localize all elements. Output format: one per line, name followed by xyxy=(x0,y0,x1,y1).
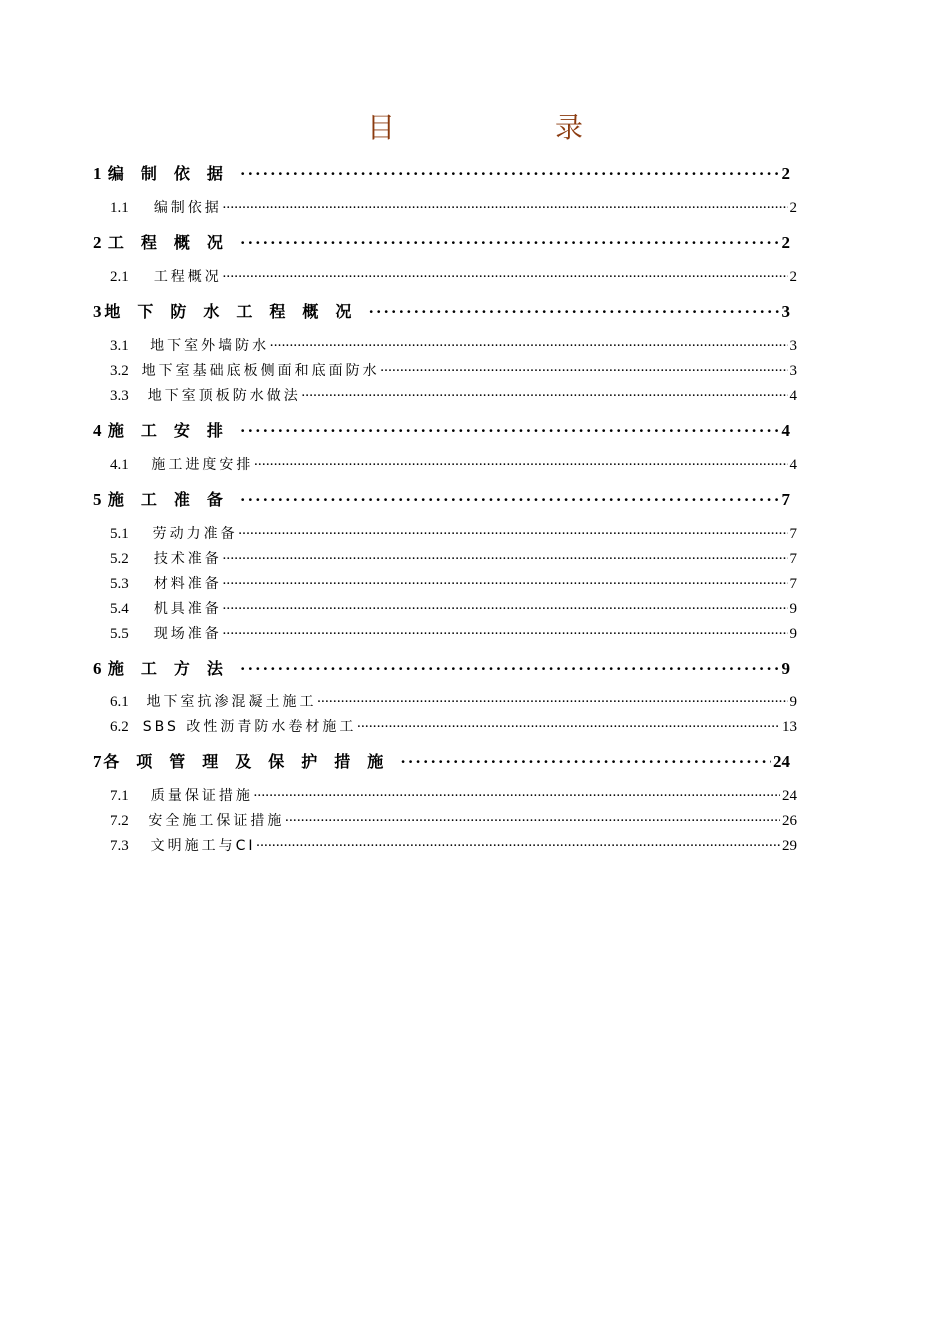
toc-section-entry[interactable] xyxy=(110,360,797,380)
toc-dot-leader xyxy=(256,838,780,855)
toc-section-entry[interactable] xyxy=(110,454,797,474)
toc-dot-leader xyxy=(316,694,787,711)
toc-section-entry[interactable] xyxy=(110,785,797,805)
toc-entry-page: 2 xyxy=(781,164,790,183)
toc-dot-leader xyxy=(240,164,780,184)
toc-dot-leader xyxy=(240,233,780,253)
toc-dot-leader xyxy=(400,752,771,772)
toc-entry-page: 3 xyxy=(789,363,797,379)
toc-entry-page: 9 xyxy=(789,601,797,617)
toc-entry-number: 2.1 xyxy=(110,269,129,285)
toc-chapter-entry[interactable] xyxy=(93,299,790,322)
toc-dot-leader xyxy=(222,601,788,618)
toc-dot-leader xyxy=(356,719,780,736)
toc-section-entry[interactable] xyxy=(110,716,797,736)
toc-dot-leader xyxy=(240,490,780,510)
toc-entry-label: 地下室外墙防水 xyxy=(150,338,270,354)
toc-section-entry[interactable] xyxy=(110,385,797,405)
toc-dot-leader xyxy=(222,551,788,568)
toc-entry-number: 6.2 xyxy=(110,719,129,735)
toc-entry-page: 9 xyxy=(789,694,797,710)
toc-entry-page: 4 xyxy=(789,457,797,473)
toc-chapter-entry[interactable] xyxy=(93,230,790,253)
toc-entry-label: 文明施工与CI xyxy=(150,838,256,854)
toc-entry-label: 地下室基础底板侧面和底面防水 xyxy=(141,363,380,379)
toc-entry-label: 地下室抗渗混凝土施工 xyxy=(146,694,317,710)
toc-entry-label: 质量保证措施 xyxy=(150,788,253,804)
toc-chapter-entry[interactable] xyxy=(93,161,790,184)
toc-entry-label: 编制依据 xyxy=(153,200,222,216)
toc-entry-label: 技术准备 xyxy=(153,551,222,567)
toc-dot-leader xyxy=(240,659,780,679)
toc-entry-number: 7 xyxy=(93,752,102,771)
toc-entry-page: 13 xyxy=(782,719,797,735)
toc-entry-page: 2 xyxy=(781,233,790,252)
toc-entry-page: 7 xyxy=(789,526,797,542)
toc-entry-page: 24 xyxy=(773,752,790,771)
toc-entry-number: 3.2 xyxy=(110,363,129,379)
toc-entry-label: 现场准备 xyxy=(153,626,222,642)
toc-section-entry[interactable] xyxy=(110,810,797,830)
toc-entry-label: 机具准备 xyxy=(153,601,222,617)
toc-title: 目 录 xyxy=(366,111,649,144)
toc-entry-number: 6.1 xyxy=(110,694,129,710)
toc-entry-page: 7 xyxy=(789,576,797,592)
toc-entry-number: 5.2 xyxy=(110,551,129,567)
toc-entry-page: 2 xyxy=(789,200,797,216)
toc-section-entry[interactable] xyxy=(110,523,797,543)
toc-dot-leader xyxy=(368,302,779,322)
toc-dot-leader xyxy=(284,813,780,830)
toc-entry-page: 2 xyxy=(789,269,797,285)
toc-entry-page: 3 xyxy=(781,302,790,321)
toc-entry-number: 4 xyxy=(93,421,102,440)
toc-entry-number: 2 xyxy=(93,233,102,252)
toc-entry-page: 7 xyxy=(781,490,790,509)
toc-entry-label: 材料准备 xyxy=(153,576,222,592)
toc-entry-number: 7.3 xyxy=(110,838,129,854)
toc-entry-label: SBS 改性沥青防水卷材施工 xyxy=(142,719,357,735)
toc-entry-number: 5.4 xyxy=(110,601,129,617)
toc-entry-number: 1.1 xyxy=(110,200,129,216)
toc-entry-page: 29 xyxy=(782,838,797,854)
toc-entry-page: 4 xyxy=(781,421,790,440)
toc-entry-number: 7.1 xyxy=(110,788,129,804)
toc-section-entry[interactable] xyxy=(110,573,797,593)
toc-entry-number: 4.1 xyxy=(110,457,129,473)
toc-entry-label: 工程概况 xyxy=(107,233,240,252)
toc-entry-page: 7 xyxy=(789,551,797,567)
toc-entry-label: 地下防水工程概况 xyxy=(104,302,369,321)
toc-dot-leader xyxy=(238,526,788,543)
toc-entry-page: 24 xyxy=(782,788,797,804)
toc-entry-number: 3.3 xyxy=(110,388,129,404)
toc-entry-number: 5.3 xyxy=(110,576,129,592)
toc-entry-page: 9 xyxy=(789,626,797,642)
toc-dot-leader xyxy=(222,269,788,286)
toc-entry-label: 施工安排 xyxy=(107,421,240,440)
toc-entry-number: 6 xyxy=(93,659,102,678)
toc-entry-number: 1 xyxy=(93,164,102,183)
toc-entry-page: 26 xyxy=(782,813,797,829)
toc-chapter-entry[interactable] xyxy=(93,418,790,441)
toc-chapter-entry[interactable] xyxy=(93,749,790,772)
toc-entry-label: 施工进度安排 xyxy=(151,457,254,473)
toc-dot-leader xyxy=(301,388,788,405)
toc-entry-number: 5.5 xyxy=(110,626,129,642)
toc-section-entry[interactable] xyxy=(110,835,797,855)
toc-dot-leader xyxy=(222,200,788,217)
toc-section-entry[interactable] xyxy=(110,197,797,217)
toc-entry-number: 5.1 xyxy=(110,526,129,542)
toc-chapter-entry[interactable] xyxy=(93,487,790,510)
toc-entry-number: 7.2 xyxy=(110,813,129,829)
toc-dot-leader xyxy=(253,457,787,474)
toc-entry-label: 工程概况 xyxy=(153,269,222,285)
toc-entry-number: 3 xyxy=(93,302,102,321)
toc-entry-label: 施工方法 xyxy=(107,659,240,678)
toc-entry-page: 9 xyxy=(781,659,790,678)
toc-chapter-entry[interactable] xyxy=(93,656,790,679)
toc-dot-leader xyxy=(222,576,788,593)
toc-dot-leader xyxy=(222,626,788,643)
toc-entry-page: 4 xyxy=(789,388,797,404)
toc-dot-leader xyxy=(269,338,787,355)
toc-entry-label: 劳动力准备 xyxy=(152,526,238,542)
toc-section-entry[interactable] xyxy=(110,548,797,568)
toc-entry-label: 施工准备 xyxy=(107,490,240,509)
toc-entry-label: 安全施工保证措施 xyxy=(148,813,285,829)
toc-entry-label: 各项管理及保护措施 xyxy=(103,752,401,771)
toc-entry-label: 编制依据 xyxy=(107,164,240,183)
toc-section-entry[interactable] xyxy=(110,598,797,618)
toc-section-entry[interactable] xyxy=(110,623,797,643)
toc-dot-leader xyxy=(240,421,780,441)
toc-entry-number: 3.1 xyxy=(110,338,129,354)
toc-section-entry[interactable] xyxy=(110,691,797,711)
toc-section-entry[interactable] xyxy=(110,335,797,355)
toc-entry-number: 5 xyxy=(93,490,102,509)
toc-section-entry[interactable] xyxy=(110,266,797,286)
toc-entry-page: 3 xyxy=(789,338,797,354)
toc-dot-leader xyxy=(253,788,780,805)
toc-entry-label: 地下室顶板防水做法 xyxy=(147,388,301,404)
toc-dot-leader xyxy=(380,363,788,380)
